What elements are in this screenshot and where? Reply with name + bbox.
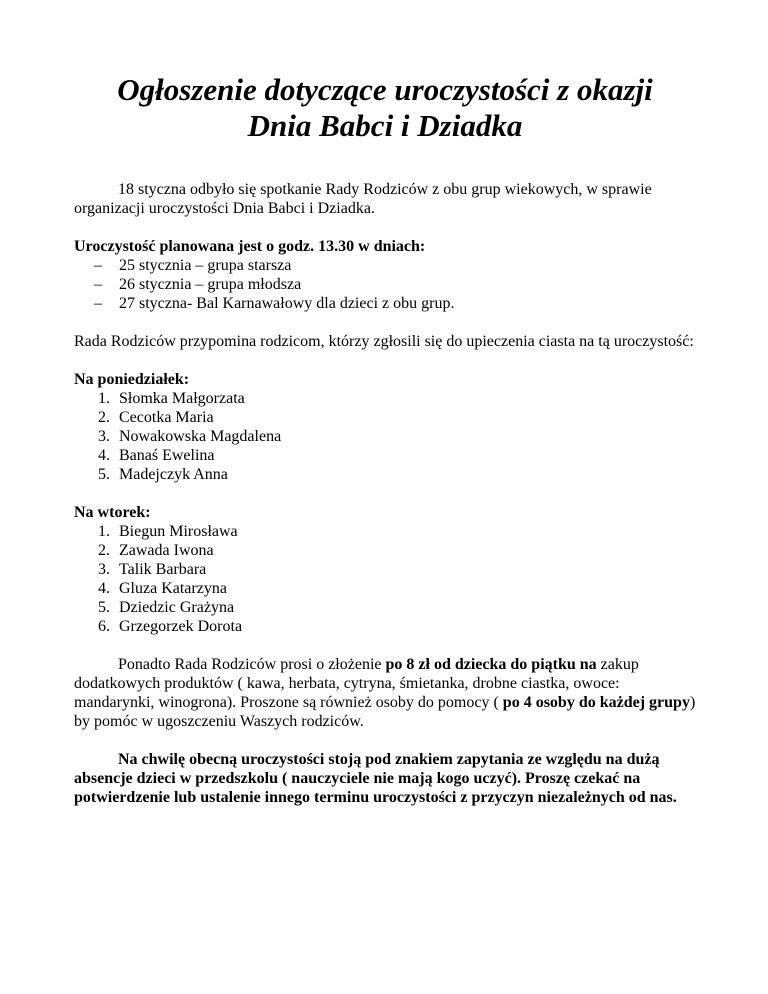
document-page	[74, 62, 696, 807]
schedule-section	[74, 237, 696, 313]
list-item: 4. Banaś Ewelina	[98, 447, 215, 464]
schedule-item	[74, 294, 696, 313]
list-item: 6. Grzegorzek Dorota	[98, 618, 243, 635]
person-name: Banaś Ewelina	[119, 447, 215, 464]
monday-list	[74, 389, 696, 484]
list-item: 5. Madejczyk Anna	[98, 466, 228, 483]
person-name: Nowakowska Magdalena	[119, 428, 282, 445]
person-name: Talik Barbara	[119, 561, 207, 578]
person-name: Madejczyk Anna	[119, 466, 228, 483]
list-item: 3. Talik Barbara	[98, 561, 207, 578]
list-item: 2. Zawada Iwona	[98, 542, 214, 559]
schedule-item-text: 25 stycznia – grupa starsza	[119, 257, 292, 274]
list-item: 1. Słomka Małgorzata	[98, 390, 245, 407]
person-name: Gluza Katarzyna	[119, 580, 227, 597]
title-line-1: Ogłoszenie dotyczące uroczystości z okazji	[117, 72, 653, 107]
person-name: Dziedzic Grażyna	[119, 599, 235, 616]
reminder-paragraph: Rada Rodziców przypomina rodzicom, którzy zgłosili się do upieczenia ciasta na tą uroczystość:	[74, 333, 694, 350]
person-name: Grzegorzek Dorota	[119, 618, 243, 635]
person-name: Zawada Iwona	[119, 542, 214, 559]
schedule-heading: Uroczystość planowana jest o godz. 13.30 w dniach:	[74, 238, 426, 255]
dash-bullet-icon: –	[94, 257, 102, 274]
list-item: 5. Dziedzic Grażyna	[98, 599, 235, 616]
monday-heading: Na poniedziałek:	[74, 371, 190, 388]
person-name: Biegun Mirosława	[119, 523, 238, 540]
document-title	[74, 72, 696, 144]
tuesday-heading: Na wtorek:	[74, 504, 151, 521]
dash-bullet-icon: –	[94, 276, 102, 293]
list-item: 2. Cecotka Maria	[98, 409, 214, 426]
contribution-paragraph: Ponadto Rada Rodziców prosi o złożenie po 8 zł od dziecka do piątku na zakup dodatkowych produktów ( kawa, herbata, cytryna, śmietanka, drobne ciastka, owoce: mandarynki, winogrona). Proszone są również osoby do pomocy ( po 4 osoby do każdej grupy) by pomóc w ugoszczeniu Waszych rodziców.	[74, 656, 696, 730]
title-line-2: Dnia Babci i Dziadka	[247, 108, 523, 143]
dash-bullet-icon: –	[94, 295, 102, 312]
list-item: 3. Nowakowska Magdalena	[98, 428, 282, 445]
list-item: 4. Gluza Katarzyna	[98, 580, 227, 597]
tuesday-section	[74, 503, 696, 636]
schedule-item	[74, 256, 696, 275]
intro-paragraph: 18 styczna odbyło się spotkanie Rady Rodziców z obu grup wiekowych, w sprawie organizacji uroczystości Dnia Babci i Dziadka.	[74, 181, 652, 217]
notice-paragraph: Na chwilę obecną uroczystości stoją pod znakiem zapytania ze względu na dużą absencje dzieci w przedszkolu ( nauczyciele nie mają kogo uczyć). Proszę czekać na potwierdzenie lub ustalenie innego terminu uroczystości z przyczyn niezależnych od nas.	[74, 751, 677, 806]
schedule-item-text: 27 styczna- Bal Karnawałowy dla dzieci z obu grup.	[119, 295, 455, 312]
contribution-amount: po 8 zł od dziecka do piątku na	[385, 656, 597, 673]
tuesday-list	[74, 522, 696, 636]
person-name: Cecotka Maria	[119, 409, 214, 426]
monday-section	[74, 370, 696, 484]
schedule-item	[74, 275, 696, 294]
person-name: Słomka Małgorzata	[119, 390, 245, 407]
schedule-item-text: 26 stycznia – grupa młodsza	[119, 276, 302, 293]
schedule-list	[74, 256, 696, 313]
list-item: 1. Biegun Mirosława	[98, 523, 238, 540]
helpers-count: po 4 osoby do każdej grupy	[502, 694, 690, 711]
